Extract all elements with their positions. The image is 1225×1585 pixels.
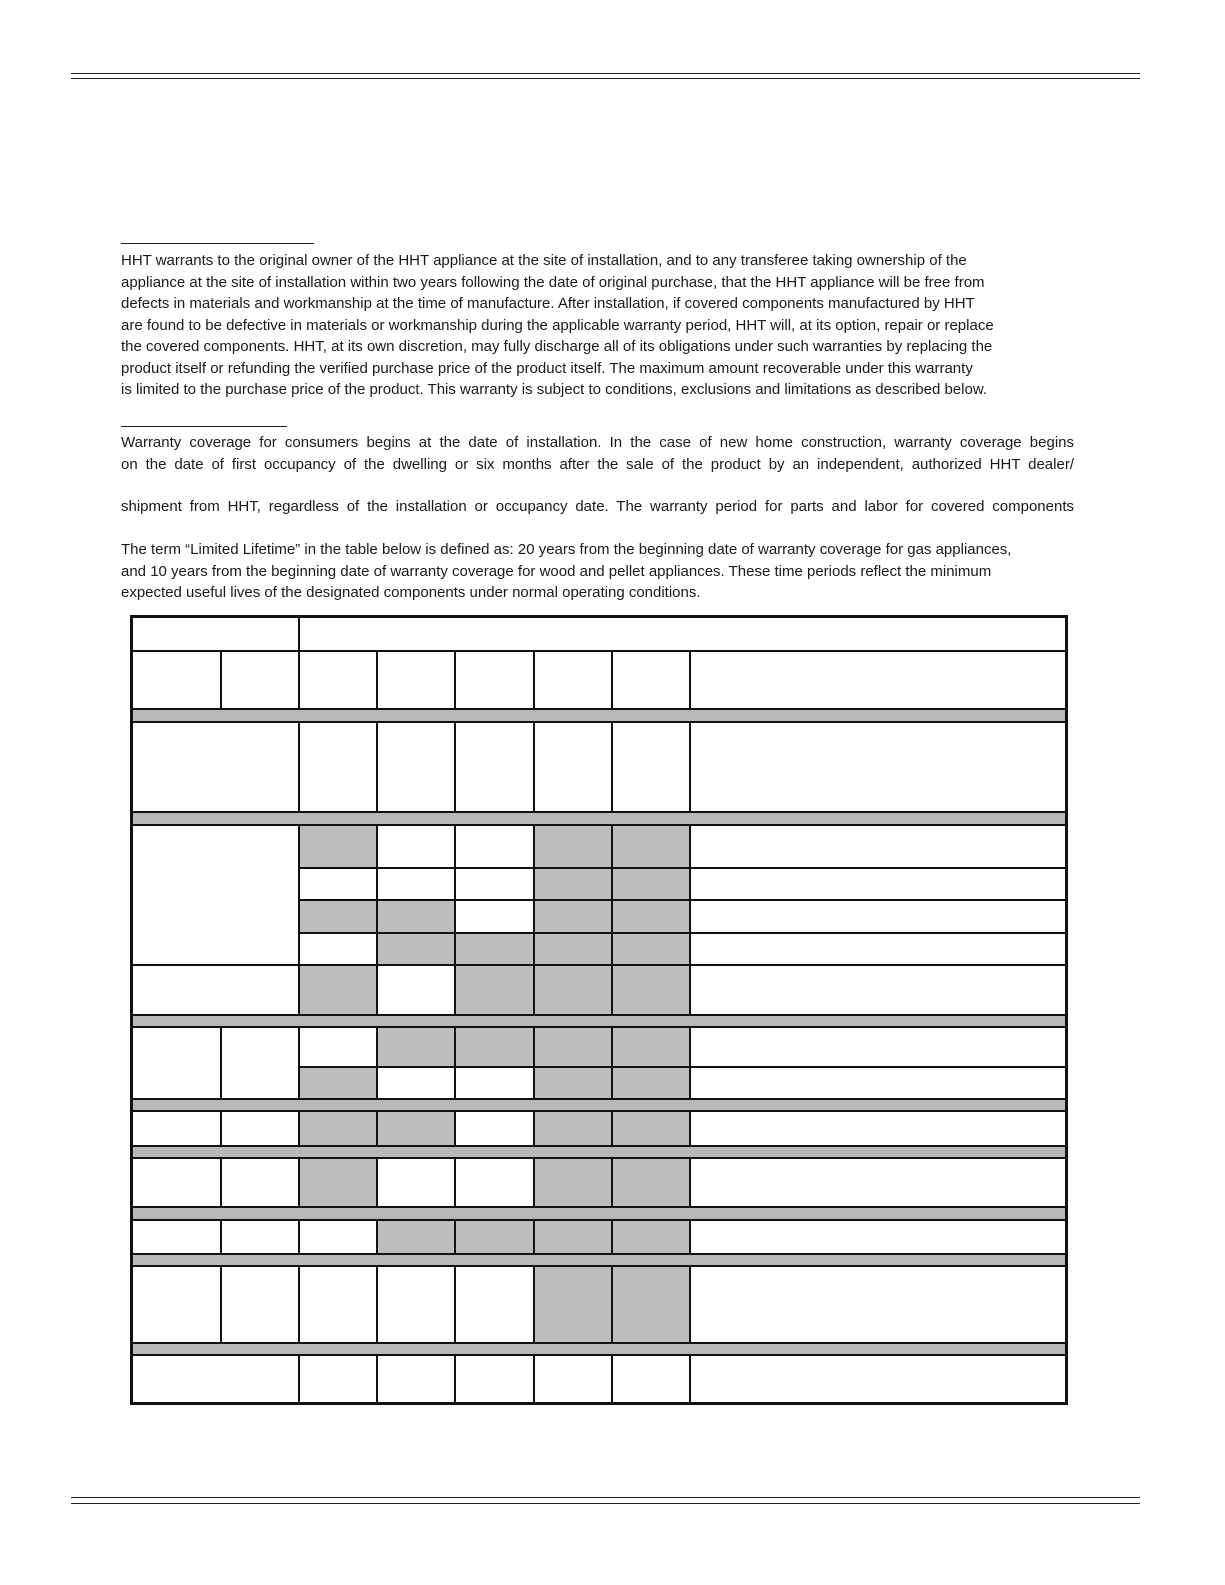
table-separator-row	[132, 1015, 1067, 1027]
definition-line: The term “Limited Lifetime” in the table below is defined as: 20 years from the beginning date of warranty coverage for gas appliances,	[121, 541, 1012, 558]
footer-rule-top	[71, 1497, 1140, 1498]
table-row	[132, 1027, 1067, 1067]
table-separator-row	[132, 1146, 1067, 1158]
header-rule-bottom	[71, 78, 1140, 79]
footer-rule-bottom	[71, 1503, 1140, 1504]
definition-paragraph	[121, 539, 1074, 604]
coverage-paragraph	[121, 432, 1074, 475]
coverage-line: Warranty coverage for consumers begins at the date of installation. In the case of new home construction, warranty coverage begins	[121, 434, 1074, 451]
table-row	[132, 1111, 1067, 1145]
table-row	[132, 1220, 1067, 1254]
definition-line: expected useful lives of the designated components under normal operating conditions.	[121, 584, 701, 601]
definition-line: and 10 years from the beginning date of warranty coverage for wood and pellet appliances. These time periods reflect the minimum	[121, 562, 992, 580]
coverage-line: on the date of first occupancy of the dwelling or six months after the sale of the product by an independent, authorized HHT dealer/	[121, 455, 1074, 473]
table-row	[132, 965, 1067, 1015]
intro-line: is limited to the purchase price of the product. This warranty is subject to conditions, exclusions and limitations as described below.	[121, 381, 987, 398]
table-separator-row	[132, 1207, 1067, 1219]
table-row	[132, 1266, 1067, 1343]
coverage-line: shipment from HHT, regardless of the installation or occupancy date. The warranty period for parts and labor for covered components	[121, 498, 1074, 515]
section-heading-underline	[121, 243, 314, 244]
coverage-paragraph-continued	[121, 496, 1074, 518]
table-separator-row	[132, 1343, 1067, 1355]
table-row	[132, 825, 1067, 868]
intro-line: product itself or refunding the verified purchase price of the product itself. The maximum amount recoverable under this warranty	[121, 359, 973, 377]
table-separator-row	[132, 1254, 1067, 1266]
header-rule-top	[71, 73, 1140, 74]
table-separator-row	[132, 1099, 1067, 1111]
intro-line: the covered components. HHT, at its own discretion, may fully discharge all of its obligations under such warranties by replacing the	[121, 338, 993, 355]
table-row	[132, 1158, 1067, 1208]
warranty-coverage-table	[130, 615, 1068, 1405]
table-row	[132, 1355, 1067, 1404]
intro-line: appliance at the site of installation within two years following the date of original purchase, that the HHT appliance will be free from	[121, 273, 985, 291]
table-row	[132, 651, 1067, 710]
table-row	[132, 722, 1067, 813]
intro-line: HHT warrants to the original owner of the HHT appliance at the site of installation, and to any transferee taking ownership of the	[121, 252, 967, 269]
intro-line: defects in materials and workmanship at the time of manufacture. After installation, if covered components manufactured by HHT	[121, 295, 975, 312]
table-separator-row	[132, 709, 1067, 721]
intro-paragraph	[121, 250, 1074, 401]
table-row	[132, 617, 1067, 651]
table-separator-row	[132, 812, 1067, 824]
section-heading-underline	[121, 426, 287, 427]
intro-line: are found to be defective in materials or workmanship during the applicable warranty period, HHT will, at its option, repair or replace	[121, 316, 994, 334]
